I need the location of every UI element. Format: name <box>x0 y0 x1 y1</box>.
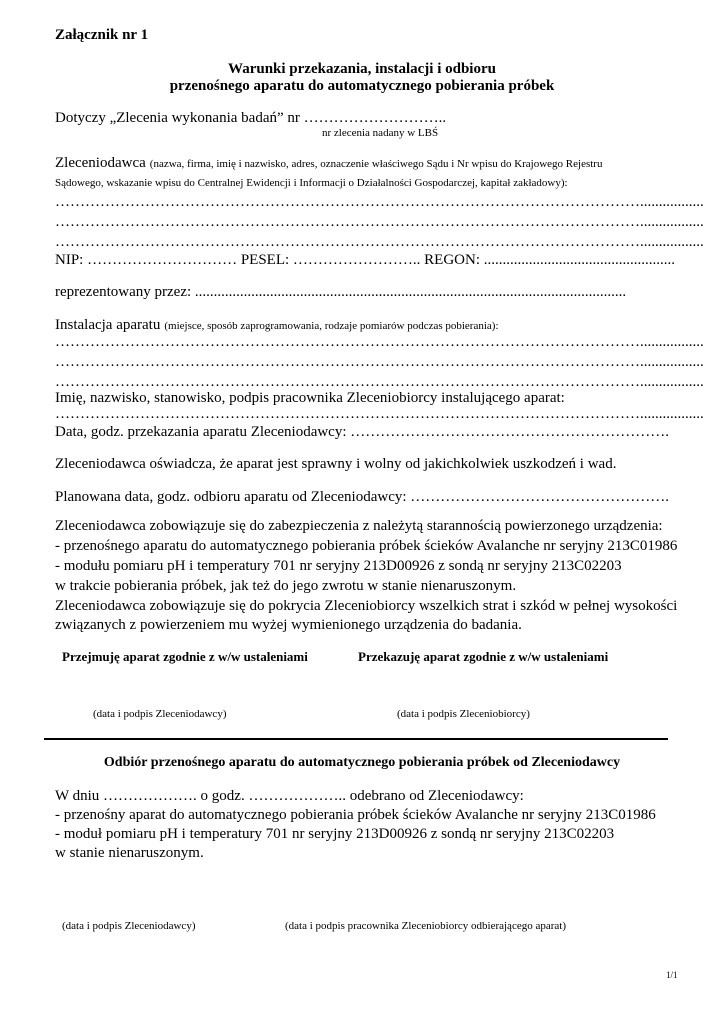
client-signature-caption: (data i podpis Zleceniodawcy) <box>62 920 196 932</box>
installation-heading <box>55 316 499 334</box>
collection-line: w stanie nienaruszonym. <box>55 845 204 861</box>
order-reference-note: nr zlecenia nadany w LBŚ <box>322 127 439 139</box>
document-title-line2: przenośnego aparatu do automatycznego pobierania próbek <box>169 78 555 94</box>
collector-signature-caption: (data i podpis pracownika Zleceniobiorcy odbierającego aparat) <box>285 920 566 932</box>
condition-statement: Zleceniodawca oświadcza, że aparat jest sprawny i wolny od jakichkolwiek uszkodzeń i wad. <box>55 456 617 472</box>
section-divider <box>44 738 668 740</box>
obligation-line: Zleceniodawca zobowiązuje się do zabezpieczenia z należytą starannością powierzonego urządzenia: <box>55 518 663 534</box>
collection-line: - moduł pomiaru pH i temperatury 701 nr seryjny 213D00926 z sondą nr seryjny 213C02203 <box>55 826 615 842</box>
contractor-signature-caption: (data i podpis Zleceniobiorcy) <box>397 708 530 720</box>
page-number: 1/1 <box>666 970 678 980</box>
client-description-1: (nazwa, firma, imię i nazwisko, adres, oznaczenie właściwego Sądu i Nr wpisu do Krajowego Rejestru <box>149 158 603 170</box>
installation-dots-line: ………………………………………………………………………………………………………................. <box>55 354 704 370</box>
collection-line: W dniu ………………. o godz. ……………….. odebrano od Zleceniodawcy: <box>55 788 524 804</box>
client-description-2: Sądowego, wskazanie wpisu do Centralnej Ewidencji i Informacji o Działalności Gospodarczej, kapitał zakładowy): <box>55 177 568 189</box>
recipient-signature-heading: Przejmuję aparat zgodnie z w/w ustaleniami <box>62 649 308 664</box>
client-label: Zleceniodawca <box>55 155 146 171</box>
obligation-line: - modułu pomiaru pH i temperatury 701 nr seryjny 213D00926 z sondą nr seryjny 213C02203 <box>55 558 622 574</box>
collection-title: Odbiór przenośnego aparatu do automatycznego pobierania próbek od Zleceniodawcy <box>103 755 621 770</box>
collection-line: - przenośny aparat do automatycznego pobierania próbek ścieków Avalanche nr seryjny 213C01986 <box>55 807 656 823</box>
installation-description: (miejsce, sposób zaprogramowania, rodzaje pomiarów podczas pobierania): <box>164 320 499 332</box>
client-dots-line: ………………………………………………………………………………………………………................. <box>55 234 704 250</box>
installation-label: Instalacja aparatu <box>55 317 161 333</box>
client-representative: reprezentowany przez: ................................................................................................................... <box>55 284 627 300</box>
planned-pickup: Planowana data, godz. odbioru aparatu od Zleceniodawcy: ……………………………………………. <box>55 489 670 505</box>
document-title-line1: Warunki przekazania, instalacji i odbioru <box>228 61 496 77</box>
client-identifiers: NIP: ………………………… PESEL: …………………….. REGON: ................................................... <box>55 252 676 268</box>
client-dots-line: ………………………………………………………………………………………………………................. <box>55 194 704 210</box>
obligation-line: - przenośnego aparatu do automatycznego pobierania próbek ścieków Avalanche nr seryjny 213C01986 <box>55 538 678 554</box>
obligation-line: związanych z powierzeniem mu wyżej wymienionego urządzenia do badania. <box>55 617 522 633</box>
client-signature-caption: (data i podpis Zleceniodawcy) <box>93 708 227 720</box>
order-reference: Dotyczy „Zlecenia wykonania badań” nr ……………………….. <box>55 110 447 126</box>
installer-info-label: Imię, nazwisko, stanowisko, podpis pracownika Zleceniobiorcy instalującego aparat: <box>55 390 565 406</box>
client-heading <box>55 154 602 172</box>
provider-signature-heading: Przekazuję aparat zgodnie z w/w ustaleniami <box>358 649 609 664</box>
annex-label: Załącznik nr 1 <box>55 27 149 43</box>
client-dots-line: ………………………………………………………………………………………………………................. <box>55 214 704 230</box>
obligation-line: Zleceniodawca zobowiązuje się do pokrycia Zleceniobiorcy wszelkich strat i szkód w pełnej wysokości <box>55 598 678 614</box>
installer-dots-line: ………………………………………………………………………………………………………................. <box>55 406 704 422</box>
installation-dots-line: ………………………………………………………………………………………………………................. <box>55 374 704 390</box>
installation-dots-line: ………………………………………………………………………………………………………................. <box>55 334 704 350</box>
obligation-line: w trakcie pobierania próbek, jak też do jego zwrotu w stanie nienaruszonym. <box>55 578 517 594</box>
handover-datetime: Data, godz. przekazania aparatu Zleceniodawcy: ………………………………………………………. <box>55 424 670 440</box>
